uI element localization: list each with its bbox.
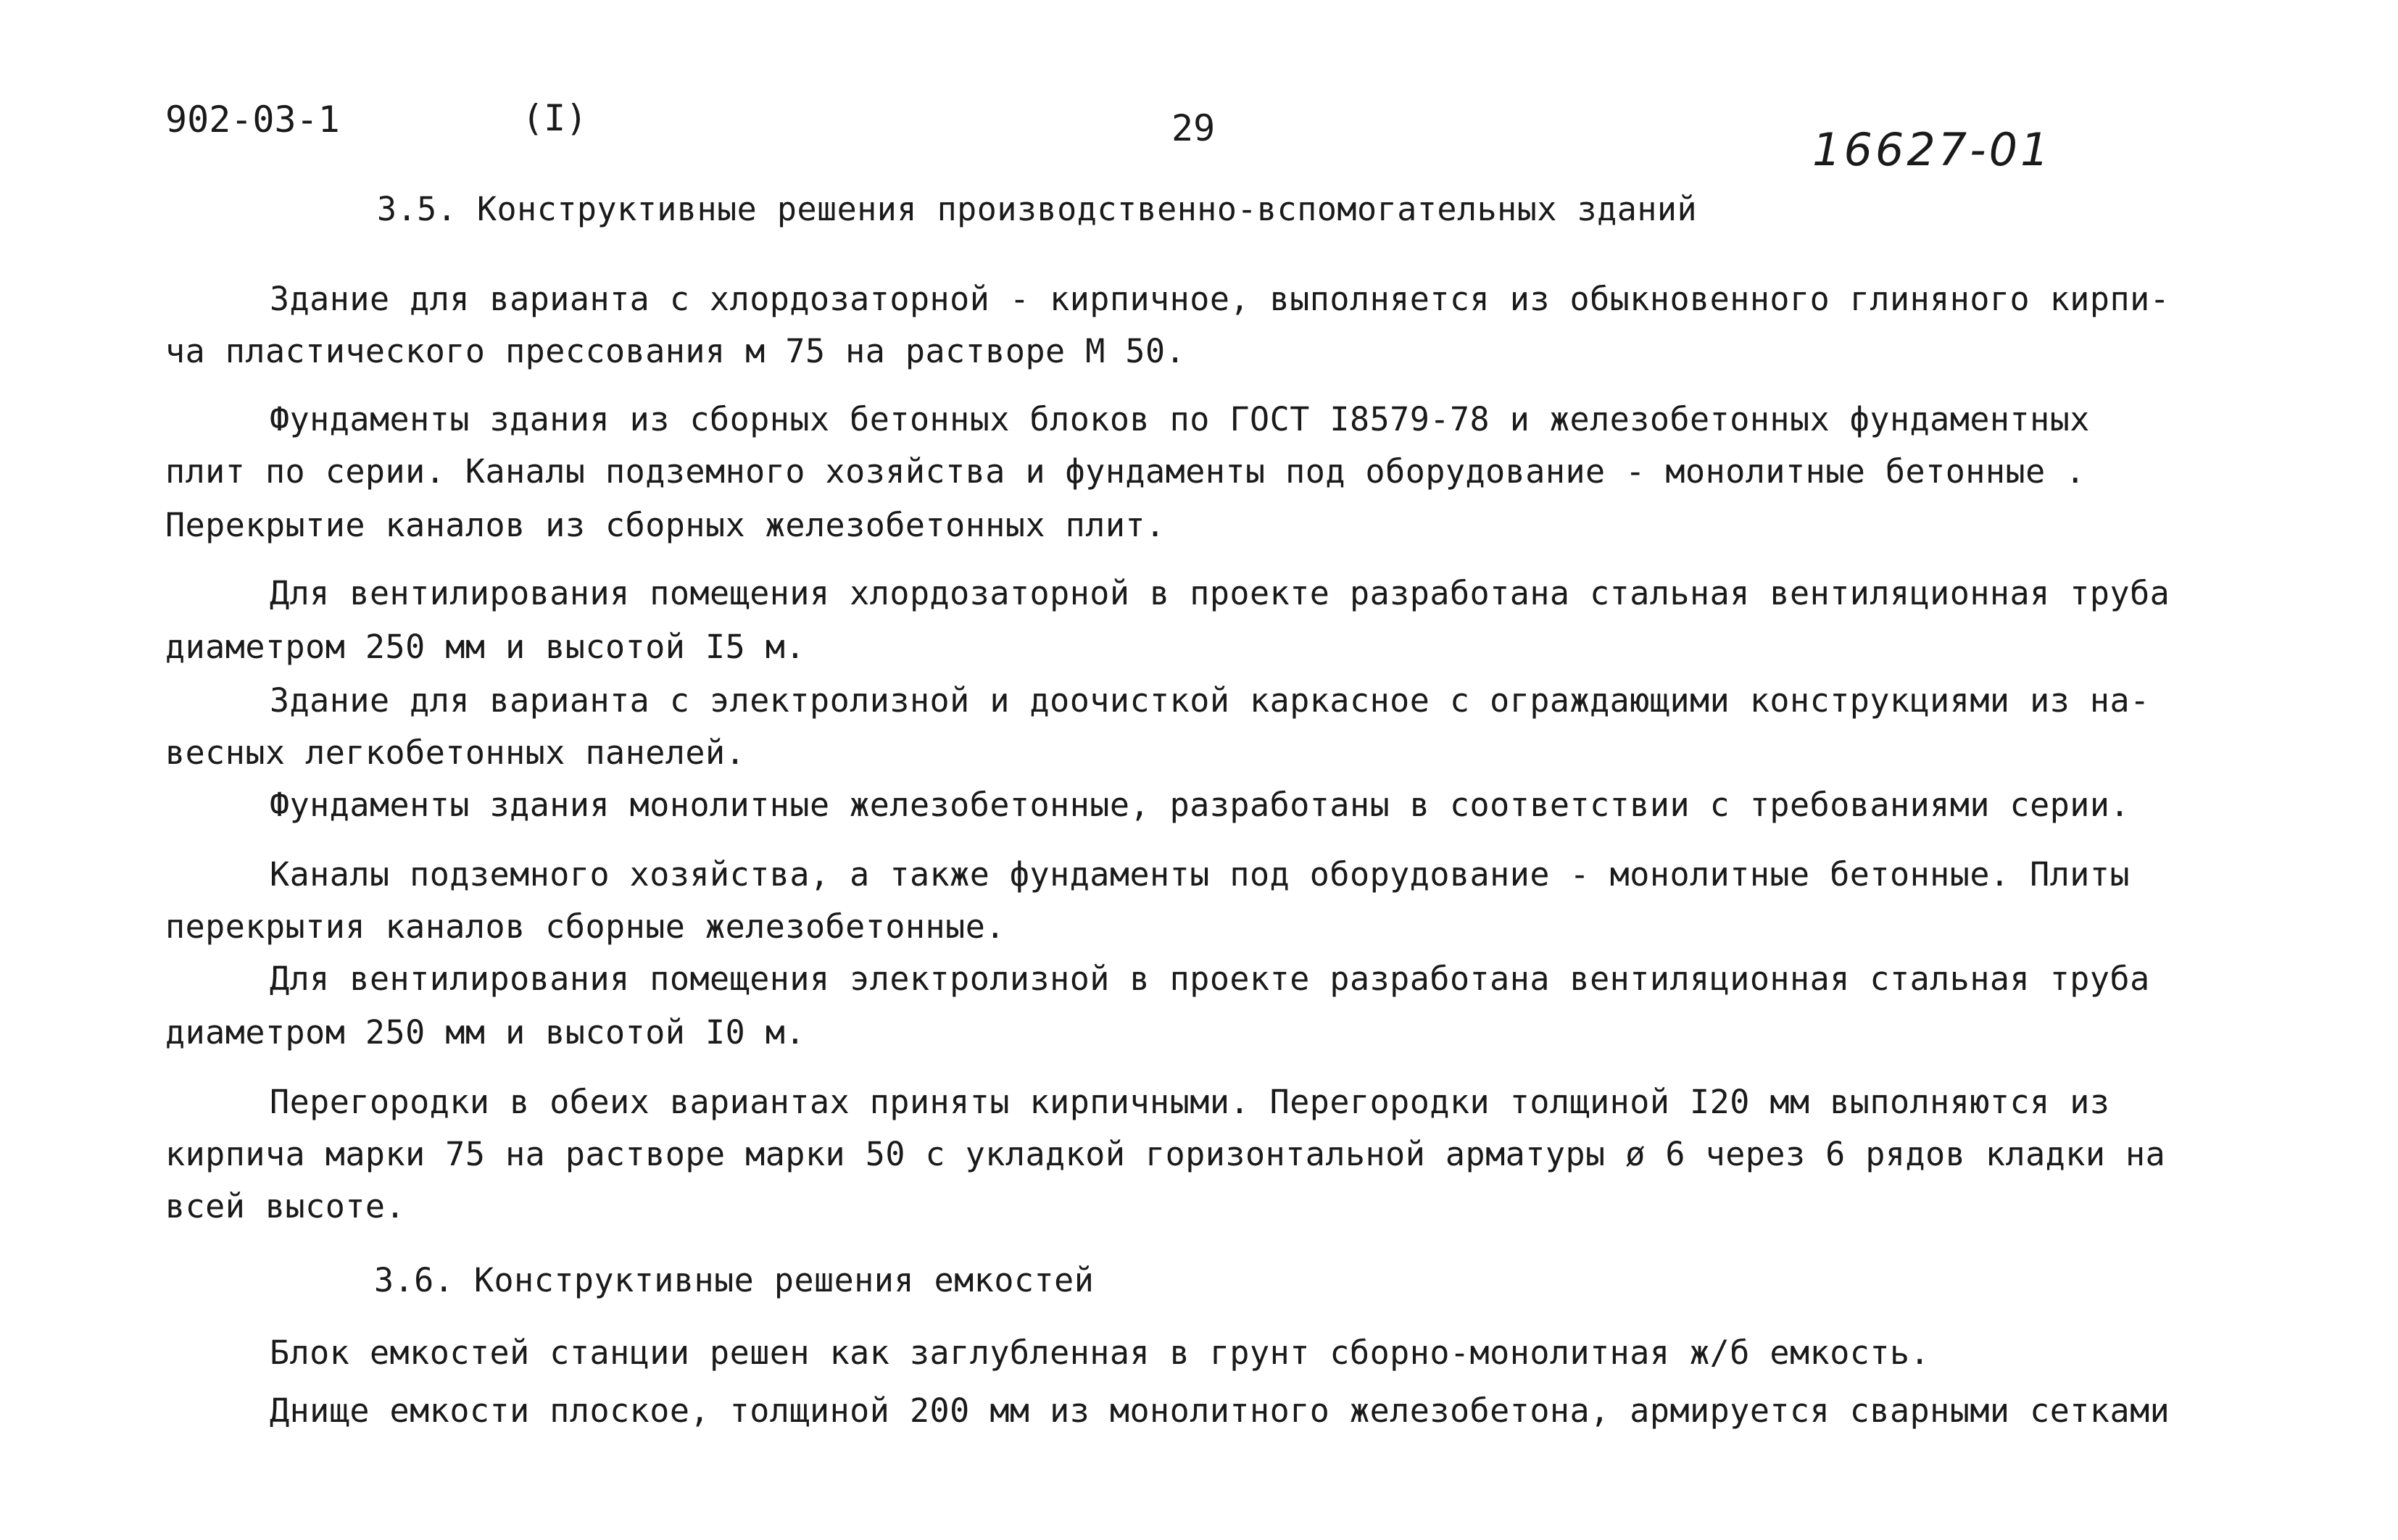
paragraph-line: Блок емкостей станции решен как заглубленная в грунт сборно-монолитная ж/б емкость. xyxy=(270,1333,1930,1372)
section-heading: 3.6. Конструктивные решения емкостей xyxy=(374,1261,1095,1299)
paragraph-line: Перекрытие каналов из сборных железобетонных плит. xyxy=(165,506,1166,544)
paragraph-line: всей высоте. xyxy=(165,1187,406,1225)
handwritten-stamp-number: 16627-01 xyxy=(1812,123,2052,176)
paragraph-line: кирпича марки 75 на растворе марки 50 с укладкой горизонтальной арматуры ø 6 через 6 рядов кладки на xyxy=(165,1135,2166,1173)
paragraph-line: Фундаменты здания из сборных бетонных блоков по ГОСТ I8579-78 и железобетонных фундаментных xyxy=(270,400,2090,438)
paragraph-line: Здание для варианта с хлордозаторной - кирпичное, выполняется из обыкновенного глиняного кирпи- xyxy=(270,280,2170,318)
paragraph-line: Для вентилирования помещения электролизной в проекте разработана вентиляционная стальная труба xyxy=(270,960,2150,998)
paragraph-line: весных легкобетонных панелей. xyxy=(165,733,746,772)
paragraph-line: Фундаменты здания монолитные железобетонные, разработаны в соответствии с требованиями серии. xyxy=(270,786,2131,824)
paragraph-line: ча пластического прессования м 75 на растворе М 50. xyxy=(165,332,1186,370)
paragraph-line: Здание для варианта с электролизной и доочисткой каркасное с ограждающими конструкциями из на- xyxy=(270,681,2150,720)
paragraph-line: Перегородки в обеих вариантах приняты кирпичными. Перегородки толщиной I20 мм выполняются из xyxy=(270,1083,2110,1121)
document-part: (I) xyxy=(522,97,588,139)
paragraph-line: Для вентилирования помещения хлордозаторной в проекте разработана стальная вентиляционная труба xyxy=(270,574,2170,612)
paragraph-line: Днище емкости плоское, толщиной 200 мм из монолитного железобетона, армируется сварными сетками xyxy=(270,1391,2170,1430)
section-heading: 3.5. Конструктивные решения производственно-вспомогательных зданий xyxy=(377,190,1698,228)
document-code: 902-03-1 xyxy=(165,99,340,141)
page-number: 29 xyxy=(1171,107,1216,149)
paragraph-line: плит по серии. Каналы подземного хозяйства и фундаменты под оборудование - монолитные бетонные . xyxy=(165,452,2086,491)
paragraph-line: Каналы подземного хозяйства, а также фундаменты под оборудование - монолитные бетонные. Плиты xyxy=(270,855,2131,894)
paragraph-line: диаметром 250 мм и высотой I5 м. xyxy=(165,628,805,666)
paragraph-line: диаметром 250 мм и высотой I0 м. xyxy=(165,1013,805,1052)
paragraph-line: перекрытия каналов сборные железобетонные. xyxy=(165,907,1005,946)
